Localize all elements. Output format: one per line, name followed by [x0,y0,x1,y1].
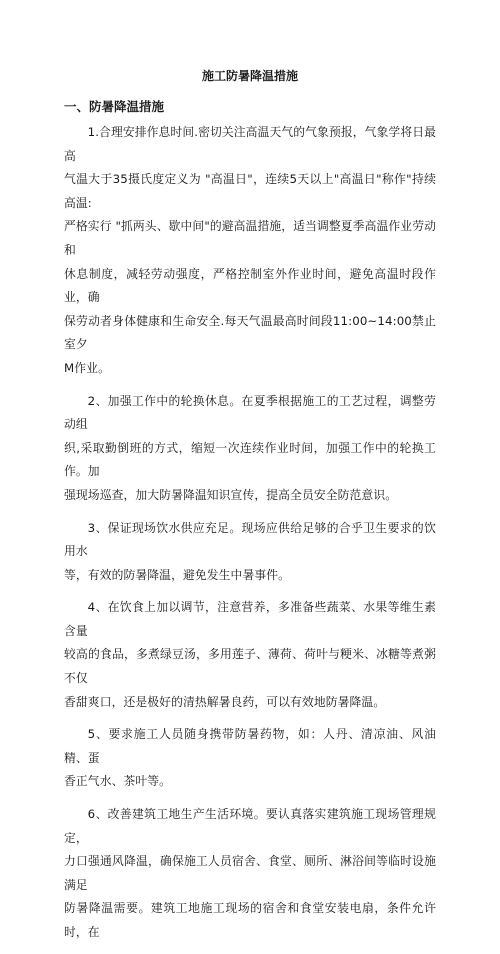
paragraph-5: 5、要求施工人员随身携带防暑药物，如：人丹、清凉油、风油精、蛋 香正气水、茶叶等。 [64,727,436,789]
document-body [64,121,436,954]
document-title: 施工防暑降温措施 [201,69,298,83]
section-heading: 一、防暑降温措施 [64,99,165,114]
paragraph-1: 1.合理安排作息时间.密切关注高温天气的气象预报，气象学将日最高 气温大于35摄氏度定义为 "高温日"，连续5天以上"高温日"称作"持续高温: 严格实行 "抓两头、歇中间"的避高温措施，适当调整夏季高温作业劳动和 休息制度，减轻劳动强度，严格控制室外作业时间，避免高温时段作业，确 保劳动者身体健康和生命安全.每天气温最高时间段11:00~14:00禁止室夕 M作业。 [64,125,437,375]
paragraph-6: 6、改善建筑工地生产生活环境。要认真落实建筑施工现场管理规定， 力口强通风降温，确保施工人员宿舍、食堂、厕所、淋浴间等临时设施满足 防暑降温需要。建筑工地施工现场的宿舍和食堂安装电扇，条件允许时，在 [64,807,436,939]
paragraph-4: 4、在饮食上加以调节，注意营养，多准备些蔬菜、水果等维生素含量 较高的食品，多煮绿豆汤，多用莲子、薄荷、荷叶与粳米、冰糖等煮粥不仅 香甜爽口，还是极好的清热解暑良药，可以有效地防暑降温。 [64,600,436,709]
paragraph-2: 2、加强工作中的轮换休息。在夏季根据施工的工艺过程，调整劳动组 织,采取勤倒班的方式，缩短一次连续作业时间，加强工作中的轮换工作。加 强现场巡查，加大防暑降温知识宣传，提高全员安全防范意识。 [64,393,436,502]
paragraph-3: 3、保证现场饮水供应充足。现场应供给足够的合乎卫生要求的饮用水 等，有效的防暑降温，避免发生中暑事件。 [64,520,436,582]
